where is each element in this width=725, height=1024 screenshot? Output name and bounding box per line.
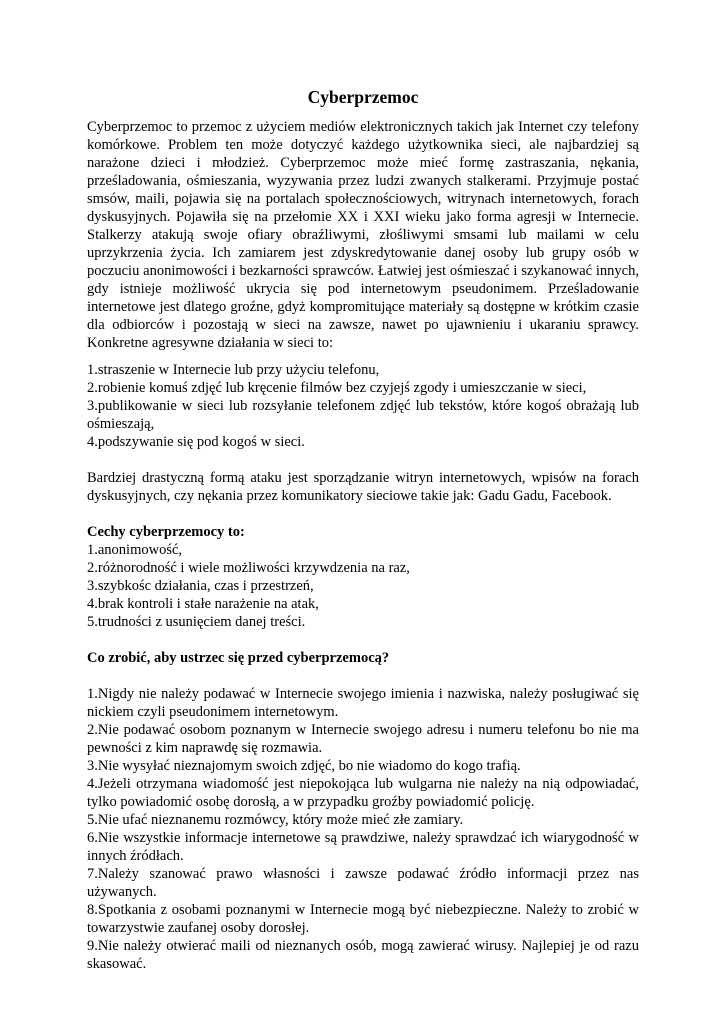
list-item: 4.brak kontroli i stałe narażenie na atak,: [87, 596, 319, 612]
document-page: [87, 86, 639, 973]
protect-heading: Co zrobić, aby ustrzec się przed cyberprzemocą?: [87, 650, 390, 666]
list-item: 2.różnorodność i wiele możliwości krzywdzenia na raz,: [87, 560, 410, 576]
list-item: 1.anonimowość,: [87, 542, 183, 558]
list-item: 1.Nigdy nie należy podawać w Internecie swojego imienia i nazwiska, należy posługiwać się nickiem czyli pseudonimem internetowym.: [87, 686, 639, 720]
list-item: 4.podszywanie się pod kogoś w sieci.: [87, 434, 305, 450]
list-item: 7.Należy szanować prawo własności i zawsze podawać źródło informacji przez nas używanych.: [87, 866, 639, 900]
page-title: Cyberprzemoc: [307, 87, 419, 107]
list-item: 3.szybkośc działania, czas i przestrzeń,: [87, 578, 314, 594]
list-item: 4.Jeżeli otrzymana wiadomość jest niepokojąca lub wulgarna nie należy na nią odpowiadać, tylko powiadomić osobę dorosłą, a w przypadku groźby powiadomić policję.: [87, 776, 639, 810]
list-item: 8.Spotkania z osobami poznanymi w Internecie mogą być niebezpieczne. Należy to zrobić w towarzystwie zaufanej osoby dorosłej.: [87, 902, 639, 936]
features-list: [87, 541, 639, 631]
tips-list: [87, 685, 639, 973]
list-item: 6.Nie wszystkie informacje internetowe są prawdziwe, należy sprawdzać ich wiarygodność w innych źródłach.: [87, 830, 639, 864]
list-item: 5.trudności z usunięciem danej treści.: [87, 614, 306, 630]
list-item: 1.straszenie w Internecie lub przy użyciu telefonu,: [87, 362, 380, 378]
features-heading: Cechy cyberprzemocy to:: [87, 524, 245, 540]
list-item: 5.Nie ufać nieznanemu rozmówcy, który może mieć złe zamiary.: [87, 812, 464, 828]
list-item: 2.Nie podawać osobom poznanym w Internecie swojego adresu i numeru telefonu bo nie ma pewności z kim naprawdę się rozmawia.: [87, 722, 639, 756]
intro-paragraph: Cyberprzemoc to przemoc z użyciem mediów elektronicznych takich jak Internet czy telefony komórkowe. Problem ten może dotyczyć każdego użytkownika sieci, ale najbardziej są narażone dzieci i młodzież. Cyberprzemoc może mieć formę zastraszania, nękania, prześladowania, ośmieszania, wyzywania przez ludzi zwanych stalkerami. Przyjmuje postać smsów, maili, pojawia się na portalach społecznościowych, witrynach internetowych, forach dyskusyjnych. Pojawiła się na przełomie XX i XXI wieku jako forma agresji w Internecie. Stalkerzy atakują swoje ofiary obraźliwymi, złośliwymi smsami lub mailami w celu uprzykrzenia życia. Ich zamiarem jest zdyskredytowanie danej osoby lub grupy osób w poczuciu anonimowości i bezkarności sprawców. Łatwiej jest ośmieszać i szykanować innych, gdy istnieje możliwość ukrycia się pod internetowym pseudonimem. Prześladowanie internetowe jest dlatego groźne, gdyż kompromitujące materiały są dostępne w krótkim czasie dla odbiorców i pozostają w sieci na zawsze, nawet po ujawnieniu i ukaraniu sprawcy. Konkretne agresywne działania w sieci to:: [87, 119, 639, 351]
paragraph-2: Bardziej drastyczną formą ataku jest sporządzanie witryn internetowych, wpisów na forach dyskusyjnych, czy nękania przez komunikatory sieciowe takie jak: Gadu Gadu, Facebook.: [87, 470, 639, 504]
actions-list: [87, 361, 639, 451]
list-item: 3.Nie wysyłać nieznajomym swoich zdjęć, bo nie wiadomo do kogo trafią.: [87, 758, 521, 774]
list-item: 3.publikowanie w sieci lub rozsyłanie telefonem zdjęć lub tekstów, które kogoś obrażają lub ośmieszają,: [87, 398, 639, 432]
list-item: 2.robienie komuś zdjęć lub kręcenie filmów bez czyjejś zgody i umieszczanie w sieci,: [87, 380, 587, 396]
list-item: 9.Nie należy otwierać maili od nieznanych osób, mogą zawierać wirusy. Najlepiej je od razu skasować.: [87, 938, 639, 972]
